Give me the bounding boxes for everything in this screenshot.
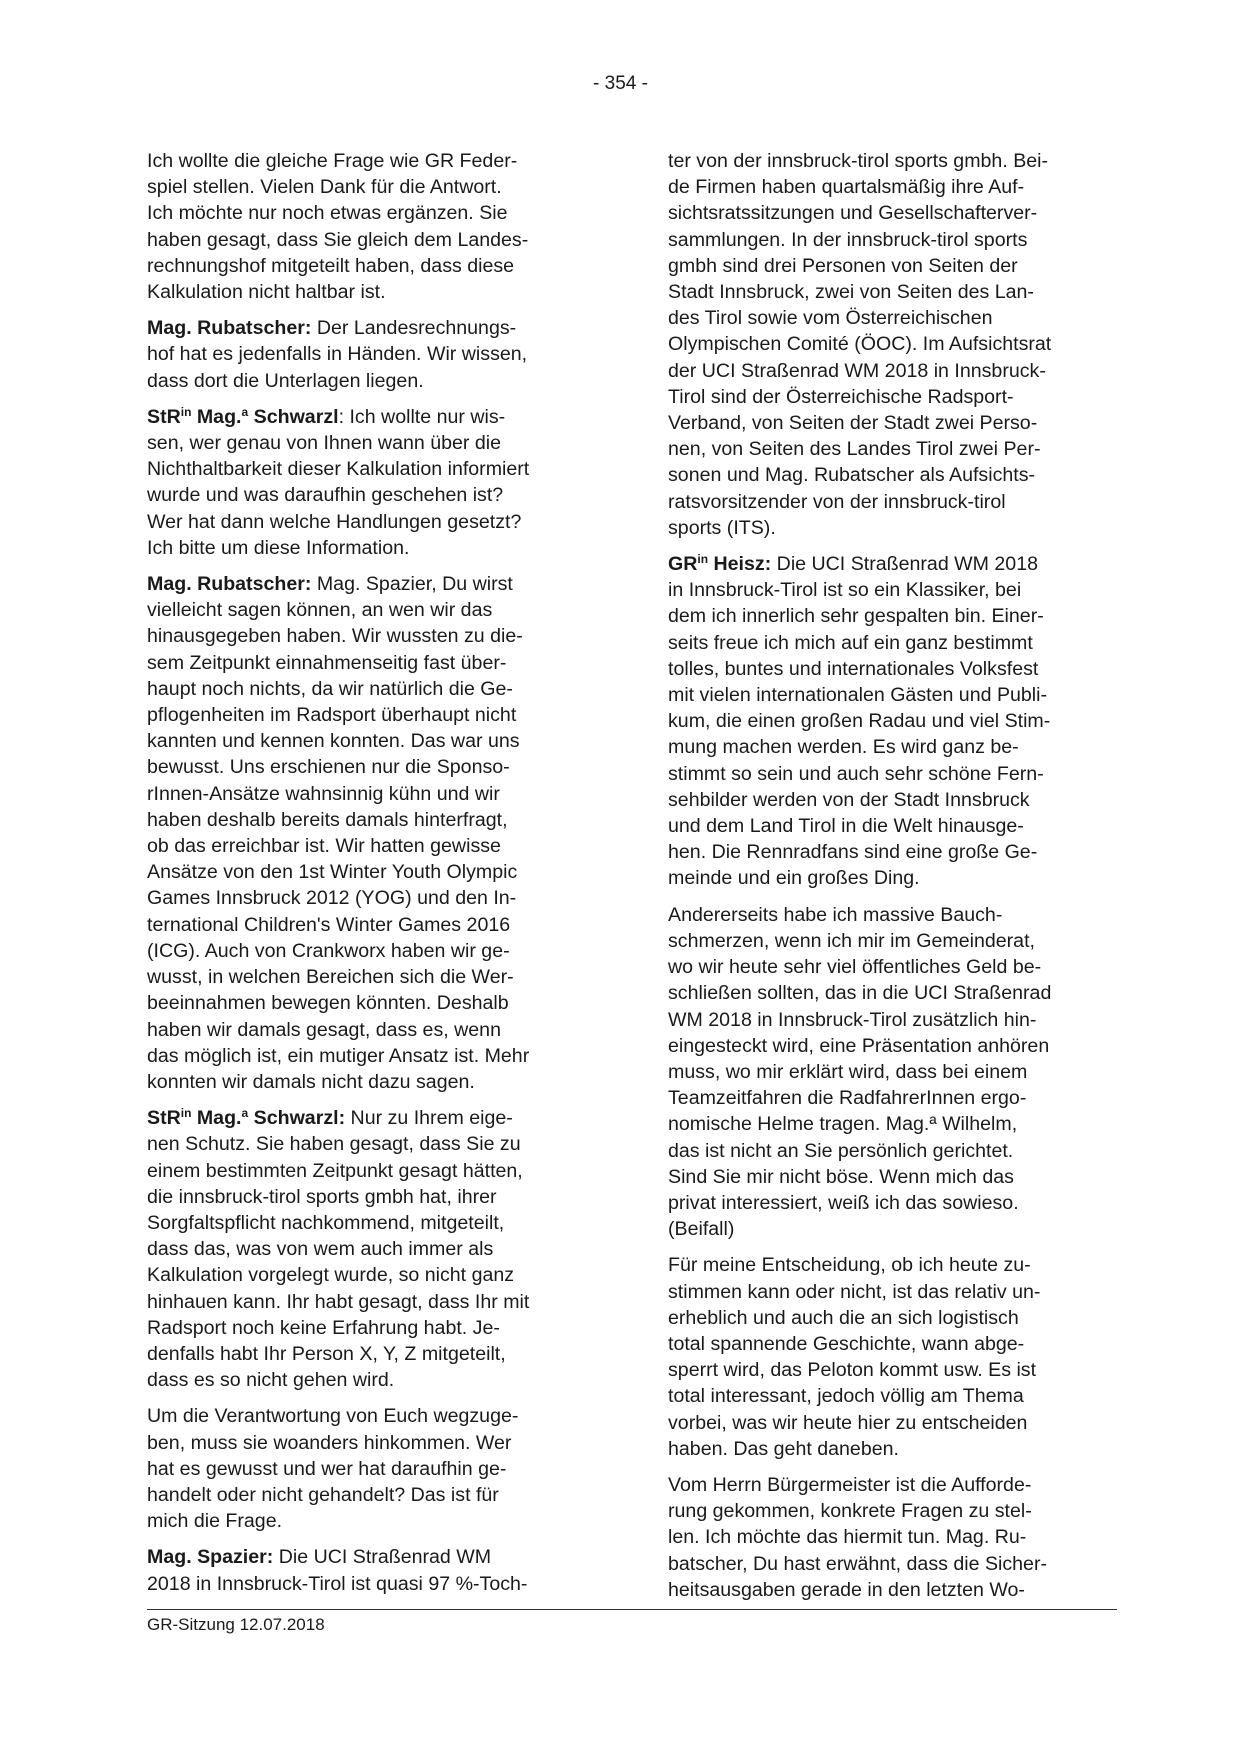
speaker-name: Mag. Rubatscher: — [147, 317, 312, 340]
paragraph — [147, 315, 602, 394]
right-column — [668, 148, 1123, 1613]
paragraph — [147, 148, 602, 305]
paragraph — [668, 1472, 1123, 1603]
speaker-name: $GR^{in}$ Heisz: — [668, 552, 772, 576]
paragraph — [147, 404, 602, 561]
speaker-name: Mag. Spazier: — [147, 1546, 274, 1569]
paragraph-text: Die UCI Straßenrad WM 2018 in Innsbruck-Tirol ist quasi 97 %-Toch- — [147, 1546, 528, 1595]
paragraph-text: Die UCI Straßenrad WM 2018 in Innsbruck-Tirol ist so ein Klassiker, bei dem ich innerlich sehr gespalten bin. Einer- seits freue ich mich auf ein ganz bestimmt tolles, buntes und internationales Volksfest mit vielen internationalen Gästen und Publi- kum, die einen großen Radau und viel Stim- mung machen werden. Es wird ganz be- stimmt so sein und auch sehr schöne Fern- sehbilder werden von der Stadt Innsbruck und dem Land Tirol in die Welt hinausge- hen. Die Rennradfans sind eine große Ge- meinde und ein großes Ding. — [668, 553, 1051, 890]
paragraph — [668, 148, 1123, 541]
paragraph-text: ter von der innsbruck-tirol sports gmbh. Bei- de Firmen haben quartalsmäßig ihre Auf- sichtsratssitzungen und Gesellschafterver- sammlungen. In der innsbruck-tirol sports gmbh sind drei Personen von Seiten der Stadt Innsbruck, zwei von Seiten des Lan- des Tirol sowie vom Österreichischen Olympischen Comité (ÖOC). Im Aufsichtsrat der UCI Straßenrad WM 2018 in Innsbruck- Tirol sind der Österreichische Radsport- Verband, von Seiten der Stadt zwei Perso- nen, von Seiten des Landes Tirol zwei Per- sonen und Mag. Rubatscher als Aufsichts- ratsvorsitzender von der innsbruck-tirol sports (ITS). — [668, 150, 1052, 539]
paragraph-text: Ich wollte die gleiche Frage wie GR Feder- spiel stellen. Vielen Dank für die Antwort. Ich möchte nur noch etwas ergänzen. Sie haben gesagt, dass Sie gleich dem Landes- rechnungshof mitgeteilt haben, dass diese Kalkulation nicht haltbar ist. — [147, 150, 529, 304]
paragraph-text: Mag. Spazier, Du wirst vielleicht sagen können, an wen wir das hinausgegeben haben. Wir wussten zu die- sem Zeitpunkt einnahmenseitig fast über- haupt noch nichts, da wir natürlich die Ge- pflogenheiten im Radsport überhaupt nicht kannten und kennen konnten. Das war uns bewusst. Uns erschienen nur die Sponso- rInnen-Ansätze wahnsinnig kühn und wir haben deshalb bereits damals hinterfragt, ob das erreichbar ist. Wir hatten gewisse Ansätze von den 1st Winter Youth Olympic Games Innsbruck 2012 (YOG) und den In- ternational Children's Winter Games 2016 (ICG). Auch von Crankworx haben wir ge- wusst, in welchen Bereichen sich die Wer- beeinnahmen bewegen könnten. Deshalb haben wir damals gesagt, dass es, wenn das möglich ist, ein mutiger Ansatz ist. Mehr konnten wir damals nicht dazu sagen. — [147, 573, 530, 1093]
paragraph-text: : Ich wollte nur wis- sen, wer genau von Ihnen wann über die Nichthaltbarkeit dieser Kalkulation informiert wurde und was daraufhin geschehen ist? Wer hat dann welche Handlungen gesetzt? Ich bitte um diese Information. — [147, 405, 530, 559]
speaker-name: StR$^{in}$ Mag.$^a$ Schwarzl: — [147, 1106, 346, 1130]
paragraph — [147, 1544, 602, 1596]
speaker-name: StR$^{in}$ Mag.$^a$ Schwarzl — [147, 404, 339, 428]
paragraph — [668, 551, 1123, 892]
paragraph-text: Vom Herrn Bürgermeister ist die Aufforde- rung gekommen, konkrete Fragen zu stel- len. Ich möchte das hiermit tun. Mag. Ru- batscher, Du hast erwähnt, dass die Sicher- heitsausgaben gerade in den letzten Wo- — [668, 1473, 1048, 1601]
paragraph-text: Andererseits habe ich massive Bauch- schmerzen, wenn ich mir im Gemeinderat, wo wir heute sehr viel öffentliches Geld be- schließen sollten, das in die UCI Straßenrad WM 2018 in Innsbruck-Tirol zusätzlich hin- eingesteckt wird, eine Präsentation anhören muss, wo mir erklärt wird, dass bei einem Teamzeitfahren die RadfahrerInnen ergo- nomische Helme tragen. Mag.ª Wilhelm, das ist nicht an Sie persönlich gerichtet. Sind Sie mir nicht böse. Wenn mich das privat interessiert, weiß ich das sowieso. (Beifall) — [668, 903, 1052, 1241]
page-number: - 354 - — [593, 73, 648, 94]
paragraph-text: Nur zu Ihrem eige- nen Schutz. Sie haben gesagt, dass Sie zu einem bestimmten Zeitpunkt gesagt hätten, die innsbruck-tirol sports gmbh hat, ihrer Sorgfaltspflicht nachkommend, mitgeteilt, dass das, was von wem auch immer als Kalkulation vorgelegt wurde, so nicht ganz hinhauen kann. Ihr habt gesagt, dass Ihr mit Radsport noch keine Erfahrung habt. Je- denfalls habt Ihr Person X, Y, Z mitgeteilt, dass es so nicht gehen wird. — [147, 1107, 530, 1392]
speaker-name: Mag. Rubatscher: — [147, 573, 312, 596]
paragraph — [668, 902, 1123, 1243]
paragraph — [147, 571, 602, 1095]
left-column — [147, 148, 602, 1607]
paragraph — [147, 1105, 602, 1393]
paragraph — [668, 1252, 1123, 1462]
paragraph — [147, 1403, 602, 1534]
paragraph-text: Der Landesrechnungs- hof hat es jedenfalls in Händen. Wir wissen, dass dort die Unterlagen liegen. — [147, 317, 528, 392]
footer-divider — [147, 1609, 1117, 1610]
paragraph-text: Für meine Entscheidung, ob ich heute zu- stimmen kann oder nicht, ist das relativ un- erheblich und auch die an sich logistisch total spannende Geschichte, wann abge- sperrt wird, das Peloton kommt usw. Es ist total interessant, jedoch völlig am Thema vorbei, was wir heute hier zu entscheiden haben. Das geht daneben. — [668, 1254, 1041, 1460]
footer-session-date: GR-Sitzung 12.07.2018 — [147, 1615, 325, 1634]
paragraph-text: Um die Verantwortung von Euch wegzuge- ben, muss sie woanders hinkommen. Wer hat es gewusst und wer hat daraufhin ge- handelt oder nicht gehandelt? Das ist für mich die Frage. — [147, 1405, 519, 1533]
